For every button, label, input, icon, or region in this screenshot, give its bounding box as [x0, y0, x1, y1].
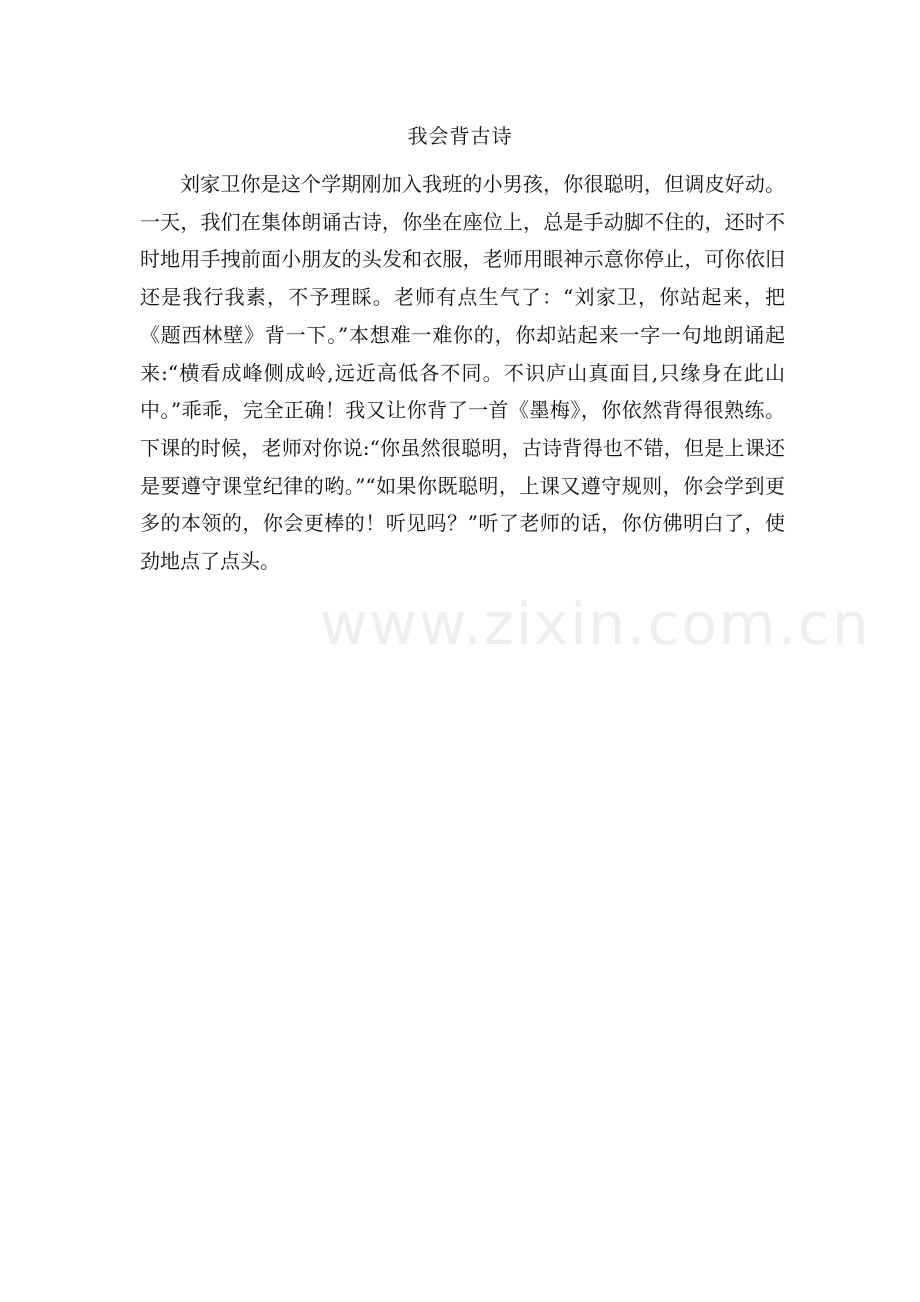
watermark-text: www.zixin.com.cn: [320, 590, 871, 658]
body-paragraph: 刘家卫你是这个学期刚加入我班的小男孩，你很聪明，但调皮好动。一天，我们在集体朗诵古诗，你坐在座位上，总是手动脚不住的，还时不时地用手拽前面小朋友的头发和衣服，老师用眼神示意你停止，可你依旧还是我行我素，不予理睬。老师有点生气了：“刘家卫，你站起来，把《题西林壁》背一下。”本想难一难你的，你却站起来一字一句地朗诵起来:“横看成峰侧成岭,远近高低各不同。不识庐山真面目,只缘身在此山中。”乖乖，完全正确！我又让你背了一首《墨梅》，你依然背得很熟练。下课的时候，老师对你说:“你虽然很聪明，古诗背得也不错，但是上课还是要遵守课堂纪律的哟。”“如果你既聪明，上课又遵守规则，你会学到更多的本领的，你会更棒的！听见吗？”听了老师的话，你仿佛明白了，使劲地点了点头。: [140, 172, 785, 574]
document-title: 我会背古诗: [407, 124, 513, 148]
